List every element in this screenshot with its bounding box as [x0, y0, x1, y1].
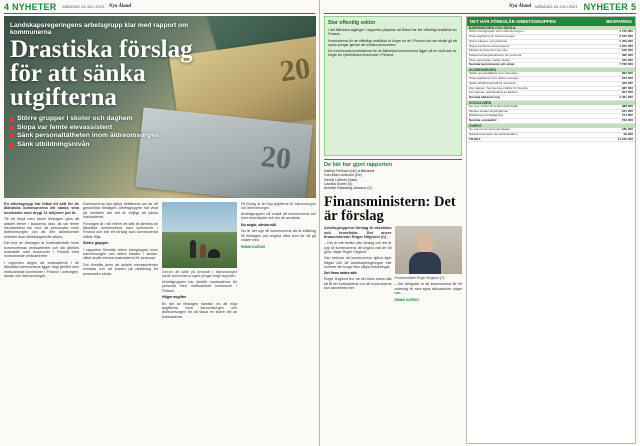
row-amount: 388 000: [621, 104, 633, 109]
article-paragraph: Det ena av förslagen är kostnadsnivån inom kommunernas verksamheter och där jämförs kostnader med kommuner i Finland med motsvarande verksamheter.: [4, 241, 79, 259]
article-paragraph: En del av förslagen handlar om att höja avgifterna inom barnomsorgen och äldreomsorgen för att täcka en större del av kostnaderna.: [162, 301, 237, 319]
article-subhead: Större grupper: [83, 241, 109, 246]
article-paragraph: Nu är det upp till kommunerna att ta ställning till förslagen och avgöra vilka som de vill gå vidare med.: [241, 229, 316, 243]
row-description: Se över stödet till funktionshindrade: [469, 104, 519, 109]
row-amount: 180 000: [621, 127, 633, 132]
article-columns: [4, 202, 316, 440]
portrait-caption: Finansminister Roger Höglund (C).: [394, 276, 446, 281]
row-description: Sänka behörighetskraven för personal: [469, 52, 522, 57]
row-description: Större barngrupper inom barnomsorgen: [469, 29, 524, 34]
table-title: DET HÄR FÖRESLÅR ARBETSGRUPPEN: [470, 19, 556, 24]
byline: EMMA KARSKI: [394, 298, 419, 303]
right-articles: [324, 16, 462, 444]
report-authors-box: [324, 159, 462, 190]
row-amount: 1 400 000: [619, 38, 633, 43]
page-number: 4: [4, 1, 10, 12]
bullet-square-icon: [10, 117, 14, 121]
total-label: Summa äldreomsorg: [469, 94, 500, 99]
hero-text: [10, 22, 210, 149]
row-amount: 612 000: [621, 76, 633, 81]
article-paragraph: Förslagen är i sin helhet ett sätt att jämföra de åländska kommunerna med kommuner i Finland och inte ett förslag som kommunerna måste följa.: [83, 221, 158, 239]
article-paragraph: Han betonar att kommunerna själva äger frågan och att landskapsregeringen inte kommer att tvinga fram några förändringar.: [324, 256, 392, 269]
total-amount: 2 461 000: [619, 94, 633, 99]
total-label: TOTALT: [469, 136, 481, 141]
author-item: Katrina Fellman (Lib) ordförande: [324, 169, 375, 173]
article-paragraph: I rapporten föreslås större barngrupper inom barnomsorgen och större klasser i skolan, vilket skulle minska kostnaderna för personal.: [83, 247, 158, 261]
banknote-number: 20: [278, 51, 313, 89]
row-description: Fler platser i hemservice istället för boende: [469, 85, 528, 90]
person-figure: [190, 240, 196, 258]
row-amount: 890 000: [621, 71, 633, 76]
article-lead: Arbetsgruppens förslag är drastiska och teoretiska. Det anser finansminister Roger Höglund (C).: [324, 225, 392, 240]
article-column-4: [241, 202, 316, 440]
article-column-1: [4, 202, 79, 440]
article-column-2: [83, 202, 158, 440]
fact-box-text: I det åländska lagtinget i rapporten påpekas att Åland har fler offentligt anställda än Finland. Kostnaderna för de offentligt anställda är högre än de i Finland och det skulle gå att spara pengar genom att minska personalen. De kommunala kostnaderna för de åländska kommunerna ligger på en nivå som är högre än i jämförbara kommuner i Finland.: [328, 28, 457, 58]
section-title: NYHETER: [583, 1, 628, 12]
total-label: Summa barnomsorg och skola: [469, 62, 515, 67]
table-header: [467, 17, 635, 26]
row-description: Sänkt personaltäthet inom boenden: [469, 71, 518, 76]
row-amount: 154 000: [621, 113, 633, 118]
row-amount: 420 000: [621, 80, 633, 85]
row-amount: 1 250 000: [619, 43, 633, 48]
savings-table: [466, 16, 636, 444]
bullet-item: Sänk utbildningsnivån: [10, 141, 210, 150]
main-headline: Drastiska förslag för att sänka utgifterna: [10, 36, 193, 111]
authors-list: [324, 169, 462, 190]
byline: EMMA KARSKI: [241, 245, 266, 250]
issue-date: MÅNDAG 26 JULI 2021: [62, 4, 105, 9]
bullet-item: Sänk personaltätheten inom äldreomsorgen: [10, 132, 210, 141]
table-unit: BESPARING: [606, 19, 632, 24]
secondary-article-columns: [324, 226, 462, 304]
article-paragraph: Arbetsgruppen har jämfört kostnaderna för personal med motsvarande kommuner i Finland.: [162, 280, 237, 293]
row-description: Höja avgifterna inom äldreomsorgen: [469, 76, 519, 81]
article-subhead: Nu avgör, sänka mål: [241, 222, 276, 227]
article-paragraph: Till att börja med skulle förslagen göra att antalet elever i klasserna ökar, att var femte elevassistent tas bort, att personalen inom äldreomsorgen och att den äldreboende enheten ökar utbildningsnivån sänks.: [4, 217, 79, 239]
article-subhead: Det finns andra sätt: [324, 271, 357, 276]
row-description: Gemensam upphandling av tjänster: [469, 90, 518, 95]
right-masthead: [320, 0, 640, 13]
photo-caption: Genom att sätta på personal i barnomsorgen kunde kommunerna spara pengar enligt rapporten.: [162, 270, 237, 278]
bullet-list: [10, 115, 210, 149]
brand-logo: Nya Åland: [108, 4, 131, 9]
table-total-row: [467, 138, 635, 143]
bullet-item: Större grupper i skolor och daghem: [10, 115, 210, 124]
author-item: Henrik Löthner (Sam): [324, 177, 358, 182]
row-amount: 96 000: [623, 131, 633, 136]
secondary-column-2: [395, 226, 463, 304]
row-amount: 310 000: [621, 57, 633, 62]
row-amount: 1 725 000: [619, 29, 633, 34]
table-section-header: SOCIALVÅRD: [467, 101, 635, 105]
secondary-column-1: [324, 226, 392, 304]
secondary-headline: Finansministern: Det är förslag: [324, 194, 456, 225]
article-lead: En arbetsgrupp har hittat ett sätt för de åländska kommunerna att sänka sina kostnader med drygt 11 miljoner per år.: [4, 202, 79, 215]
article-paragraph: Arbetsgruppen vill också att kommunerna ser över sina lokaler och hur de används.: [241, 212, 316, 221]
row-amount: 221 000: [621, 108, 633, 113]
authors-title: De här har gjort rapporten: [324, 162, 393, 168]
article-subhead: Högre avgifter: [162, 295, 187, 300]
right-page: [320, 0, 640, 446]
masthead-rule: [4, 13, 315, 14]
section-title: NYHETER: [12, 1, 57, 12]
row-description: Se över kommunernas lokaler: [469, 127, 511, 132]
article-paragraph: – Det viktigaste är att kommunerna får ett underlag för sina egna diskussioner, säger han.: [394, 282, 462, 296]
article-paragraph: Kommunerna ska själva bestämma om de vill genomföra förslagen. Arbetsgruppen har visat på områden där det är möjligt att sänka kostnaderna.: [83, 202, 158, 220]
article-column-3: [162, 202, 237, 440]
hero-image: [4, 16, 316, 198]
minister-portrait: [395, 226, 463, 274]
row-description: Större klasser i grundskolan: [469, 38, 508, 43]
bullet-square-icon: [10, 134, 14, 138]
brand-logo: Nya Åland: [509, 4, 532, 9]
row-description: Sänkta kostnader för administration: [469, 131, 518, 136]
issue-date: MÅNDAG 26 JULI 2021: [535, 4, 578, 9]
table-section-header: BARNOMSORG OCH SKOLA: [467, 26, 635, 30]
article-paragraph: I rapporten anges att kostnaderna i de åländska kommunerna ligger högt jämfört med motsvarande kommuner i Finland i omsorgen, skolan och barnomsorgen.: [4, 260, 79, 279]
fact-box-title: Stor offentlig sektor: [328, 20, 376, 26]
banknote-number: 20: [259, 139, 293, 176]
author-item: Annette Holmberg-Jansson (C): [324, 186, 373, 191]
table-section-header: ÄLDREOMSORG: [467, 68, 635, 72]
row-amount: 490 000: [621, 52, 633, 57]
person-figure: [200, 244, 206, 258]
left-masthead: [0, 0, 319, 13]
author-item: Gun-Mari Lindholm (Ob): [324, 173, 362, 178]
article-paragraph: Det föreslås även att antalet elevassistenter minskas och att kraven på utbildning för personalen sänks.: [83, 262, 158, 276]
photo-caption: Ett förslag är att höja avgifterna för barnomsorgen och äldreomsorgen.: [241, 202, 316, 210]
row-amount: 2 015 000: [619, 34, 633, 39]
article-paragraph: – Det är inte beslut utan förslag och det är upp till kommunerna att avgöra vad de vill göra, säger Roger Höglund.: [324, 241, 392, 254]
table-section-header: ÖVRIGT: [467, 124, 635, 128]
row-amount: 540 000: [621, 48, 633, 53]
bullet-item: Slopa var femte elevassistent: [10, 124, 210, 133]
row-description: Minska antalet köpta tjänster: [469, 108, 509, 113]
row-description: Effektivare handläggning: [469, 113, 503, 118]
portrait-head: [417, 234, 433, 254]
row-amount: 335 000: [621, 85, 633, 90]
daycare-photo: [162, 202, 237, 268]
kicker: Landskapsregeringens arbetsgrupp klar med rapport om kommunerna: [10, 22, 189, 36]
row-description: Ökat samarbete mellan skolor: [469, 57, 511, 62]
row-description: Minska timresursen per elev: [469, 48, 508, 53]
table-body: [467, 26, 635, 142]
bullet-square-icon: [10, 143, 14, 147]
portrait-body: [409, 252, 441, 274]
row-description: Slopa var femte elevassistent: [469, 43, 510, 48]
total-label: Summa socialvård: [469, 118, 497, 123]
total-amount: 7 730 000: [619, 62, 633, 67]
row-description: Höja avgifterna för barnomsorgen: [469, 34, 516, 39]
masthead-rule: [324, 13, 636, 14]
row-amount: 204 000: [621, 90, 633, 95]
total-amount: 11 230 000: [617, 136, 633, 141]
article-paragraph: Roger Höglund tror att det finns andra sätt att få ner kostnaderna och att kommunerna kan samarbeta mer.: [324, 277, 392, 291]
page-number: 5: [630, 1, 636, 12]
author-item: Camilla Gunell (S): [324, 181, 353, 186]
pram-figure: [208, 249, 220, 258]
row-description: Sänkt utbildningsnivå för personal: [469, 80, 516, 85]
total-amount: 763 000: [621, 118, 633, 123]
bullet-square-icon: [10, 126, 14, 130]
fact-box: [324, 16, 462, 156]
